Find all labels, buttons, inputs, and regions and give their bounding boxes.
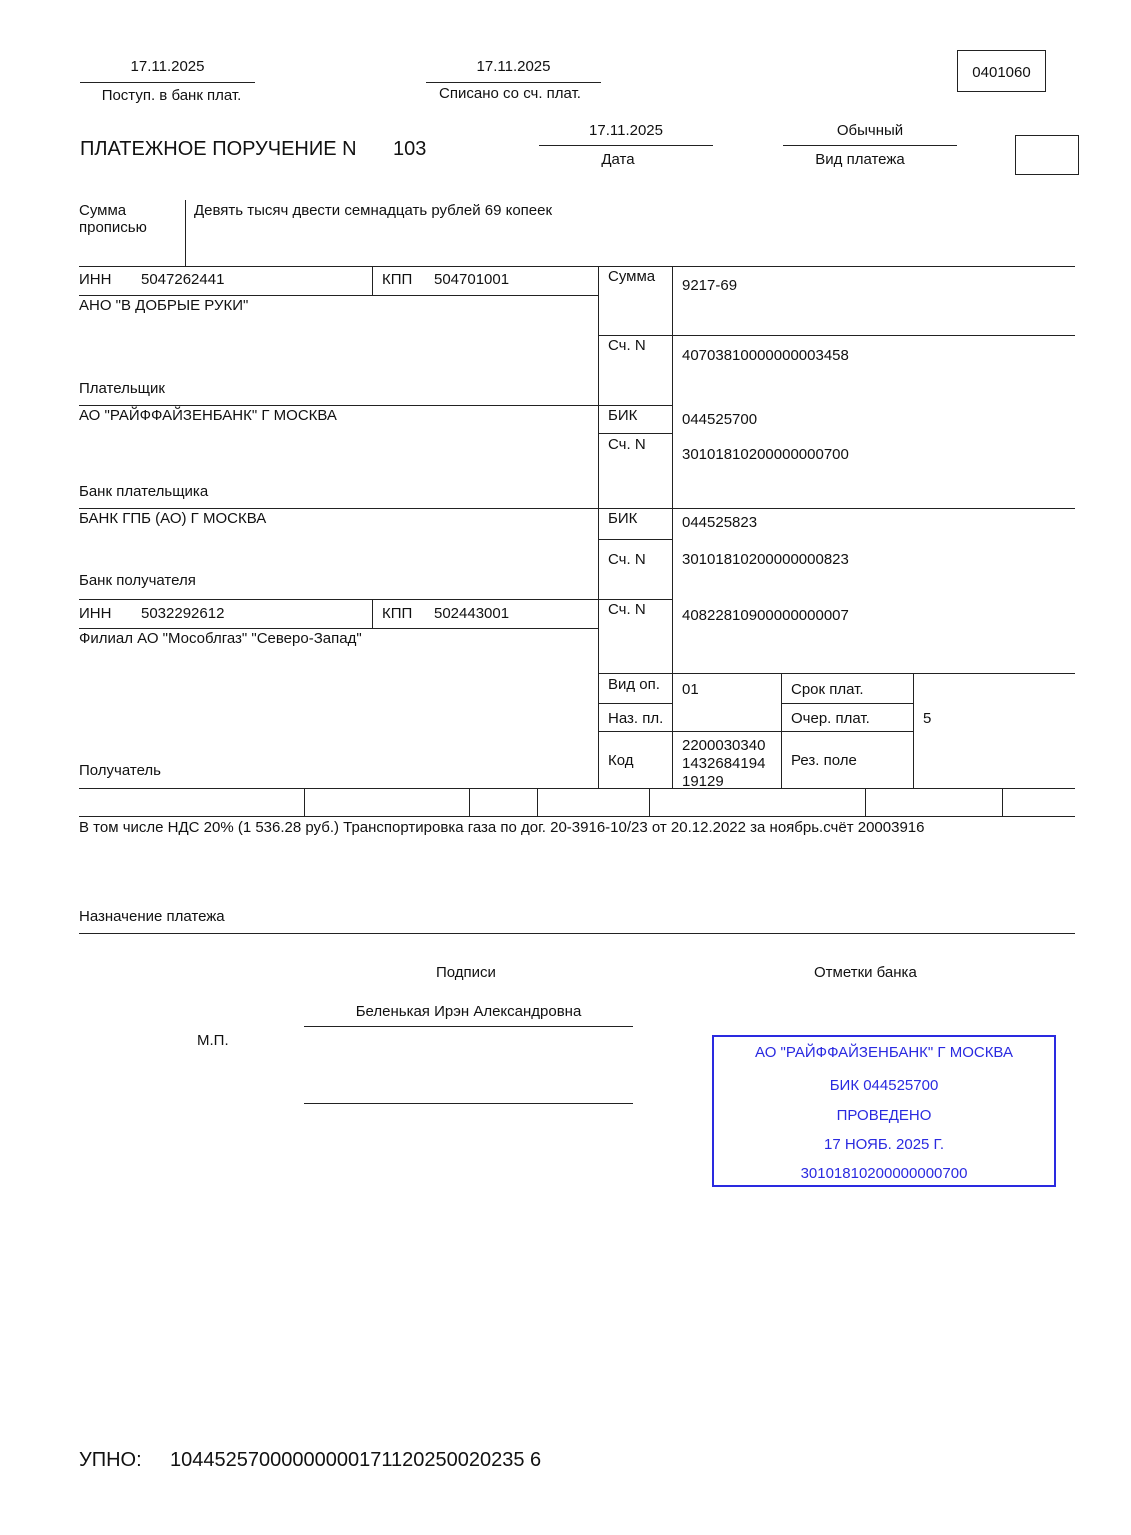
payment-purpose-label: Назначение платежа (79, 908, 225, 925)
payer-bank-section-label: Банк плательщика (79, 483, 209, 500)
divider (185, 200, 186, 266)
divider (672, 266, 673, 788)
amount-words-label-2: прописью (79, 219, 147, 236)
payment-purpose-text: В том числе НДС 20% (1 536.28 руб.) Транспортировка газа по дог. 20-3916-10/23 от 20.12.2022 за ноябрь.счёт 20003916 (79, 819, 925, 836)
payee-bank-section-label: Банк получателя (79, 572, 196, 589)
payer-account-label: Сч. N (608, 337, 646, 354)
amount-words-label-1: Сумма (79, 202, 127, 219)
payee-inn-label: ИНН (79, 605, 112, 622)
code-label: Код (608, 752, 634, 769)
stamp-status: ПРОВЕДЕНО (836, 1107, 932, 1124)
divider (79, 405, 673, 406)
payer-bank-bik: 044525700 (682, 411, 758, 428)
divider (598, 266, 599, 788)
signatures-label: Подписи (436, 964, 496, 981)
signature-line (304, 1103, 633, 1104)
payer-bank-account-label: Сч. N (608, 436, 646, 453)
received-date-label: Поступ. в банк плат. (101, 87, 242, 104)
payee-section-label: Получатель (79, 762, 161, 779)
bank-stamp (712, 1035, 1056, 1187)
divider (469, 788, 470, 816)
stamp-bik: БИК 044525700 (829, 1077, 939, 1094)
debited-date: 17.11.2025 (476, 58, 551, 75)
divider (598, 673, 1075, 674)
document-number: 103 (393, 138, 427, 160)
divider (79, 933, 1075, 934)
debited-date-label: Списано со сч. плат. (439, 85, 581, 102)
bank-marks-label: Отметки банка (814, 964, 917, 981)
divider (539, 145, 713, 146)
sum-value: 9217-69 (682, 277, 738, 294)
divider (649, 788, 650, 816)
divider (781, 703, 913, 704)
divider (865, 788, 866, 816)
stamp-account: 30101810200000000700 (800, 1165, 968, 1182)
divider (304, 788, 305, 816)
upno-label: УПНО: (79, 1449, 142, 1471)
divider (598, 335, 1075, 336)
payer-kpp: 504701001 (434, 271, 510, 288)
payer-bank-bik-label: БИК (608, 407, 638, 424)
form-code: 0401060 (972, 64, 1031, 81)
upno-value: 10445257000000000171120250020235 6 (170, 1449, 542, 1471)
payee-kpp-label: КПП (382, 605, 413, 622)
divider (79, 599, 673, 600)
payee-bank-account: 30101810200000000823 (682, 551, 849, 568)
signer-name: Беленькая Ирэн Александровна (355, 1003, 582, 1020)
divider (79, 628, 598, 629)
payee-bank-account-label: Сч. N (608, 551, 646, 568)
payee-account-label: Сч. N (608, 601, 646, 618)
payer-inn: 5047262441 (141, 271, 225, 288)
divider (598, 703, 672, 704)
payer-bank-account: 30101810200000000700 (682, 446, 849, 463)
code-line-1: 2200030340 (682, 737, 766, 754)
payee-bank-bik: 044525823 (682, 514, 758, 531)
code-line-2: 1432684194 (682, 755, 766, 772)
divider (783, 145, 957, 146)
stamp-date: 17 НОЯБ. 2025 Г. (823, 1136, 945, 1153)
divider (79, 788, 1075, 789)
payee-name: Филиал АО "Мособлгаз" "Северо-Запад" (79, 630, 362, 647)
signature-line (304, 1026, 633, 1027)
divider (79, 295, 598, 296)
op-type-label: Вид оп. (608, 676, 660, 693)
document-date: 17.11.2025 (589, 122, 663, 139)
divider (537, 788, 538, 816)
payer-kpp-label: КПП (382, 271, 413, 288)
payment-type: Обычный (836, 122, 904, 139)
payer-bank-name: АО "РАЙФФАЙЗЕНБАНК" Г МОСКВА (79, 407, 337, 424)
purpose-code-label: Наз. пл. (608, 710, 664, 727)
divider (598, 433, 672, 434)
divider (598, 731, 913, 732)
payment-type-label: Вид платежа (815, 151, 905, 168)
priority: 5 (923, 710, 932, 727)
divider (79, 508, 1075, 509)
document-date-label: Дата (601, 151, 635, 168)
divider (1002, 788, 1003, 816)
op-type: 01 (682, 681, 699, 698)
payer-section-label: Плательщик (79, 380, 165, 397)
payee-inn: 5032292612 (141, 605, 225, 622)
payer-account: 40703810000000003458 (682, 347, 849, 364)
divider (426, 82, 601, 83)
divider (79, 816, 1075, 817)
empty-code-box (1015, 135, 1079, 175)
divider (913, 673, 914, 788)
amount-words-value: Девять тысяч двести семнадцать рублей 69 копеек (194, 202, 553, 219)
document-title: ПЛАТЕЖНОЕ ПОРУЧЕНИЕ N (80, 138, 357, 160)
payer-inn-label: ИНН (79, 271, 112, 288)
seal-label: М.П. (197, 1032, 229, 1049)
code-line-3: 19129 (682, 773, 724, 790)
priority-label: Очер. плат. (791, 710, 870, 727)
reserve-label: Рез. поле (791, 752, 857, 769)
divider (79, 266, 1075, 267)
term-label: Срок плат. (791, 681, 864, 698)
received-date: 17.11.2025 (130, 58, 205, 75)
sum-label: Сумма (608, 268, 656, 285)
divider (80, 82, 255, 83)
stamp-bank-name: АО "РАЙФФАЙЗЕНБАНК" Г МОСКВА (755, 1044, 1013, 1061)
divider (372, 266, 373, 295)
payee-kpp: 502443001 (434, 605, 510, 622)
payee-bank-name: БАНК ГПБ (АО) Г МОСКВА (79, 510, 267, 527)
divider (372, 599, 373, 628)
payee-account: 40822810900000000007 (682, 607, 849, 624)
payer-name: АНО "В ДОБРЫЕ РУКИ" (79, 297, 249, 314)
payee-bank-bik-label: БИК (608, 510, 638, 527)
divider (598, 539, 672, 540)
